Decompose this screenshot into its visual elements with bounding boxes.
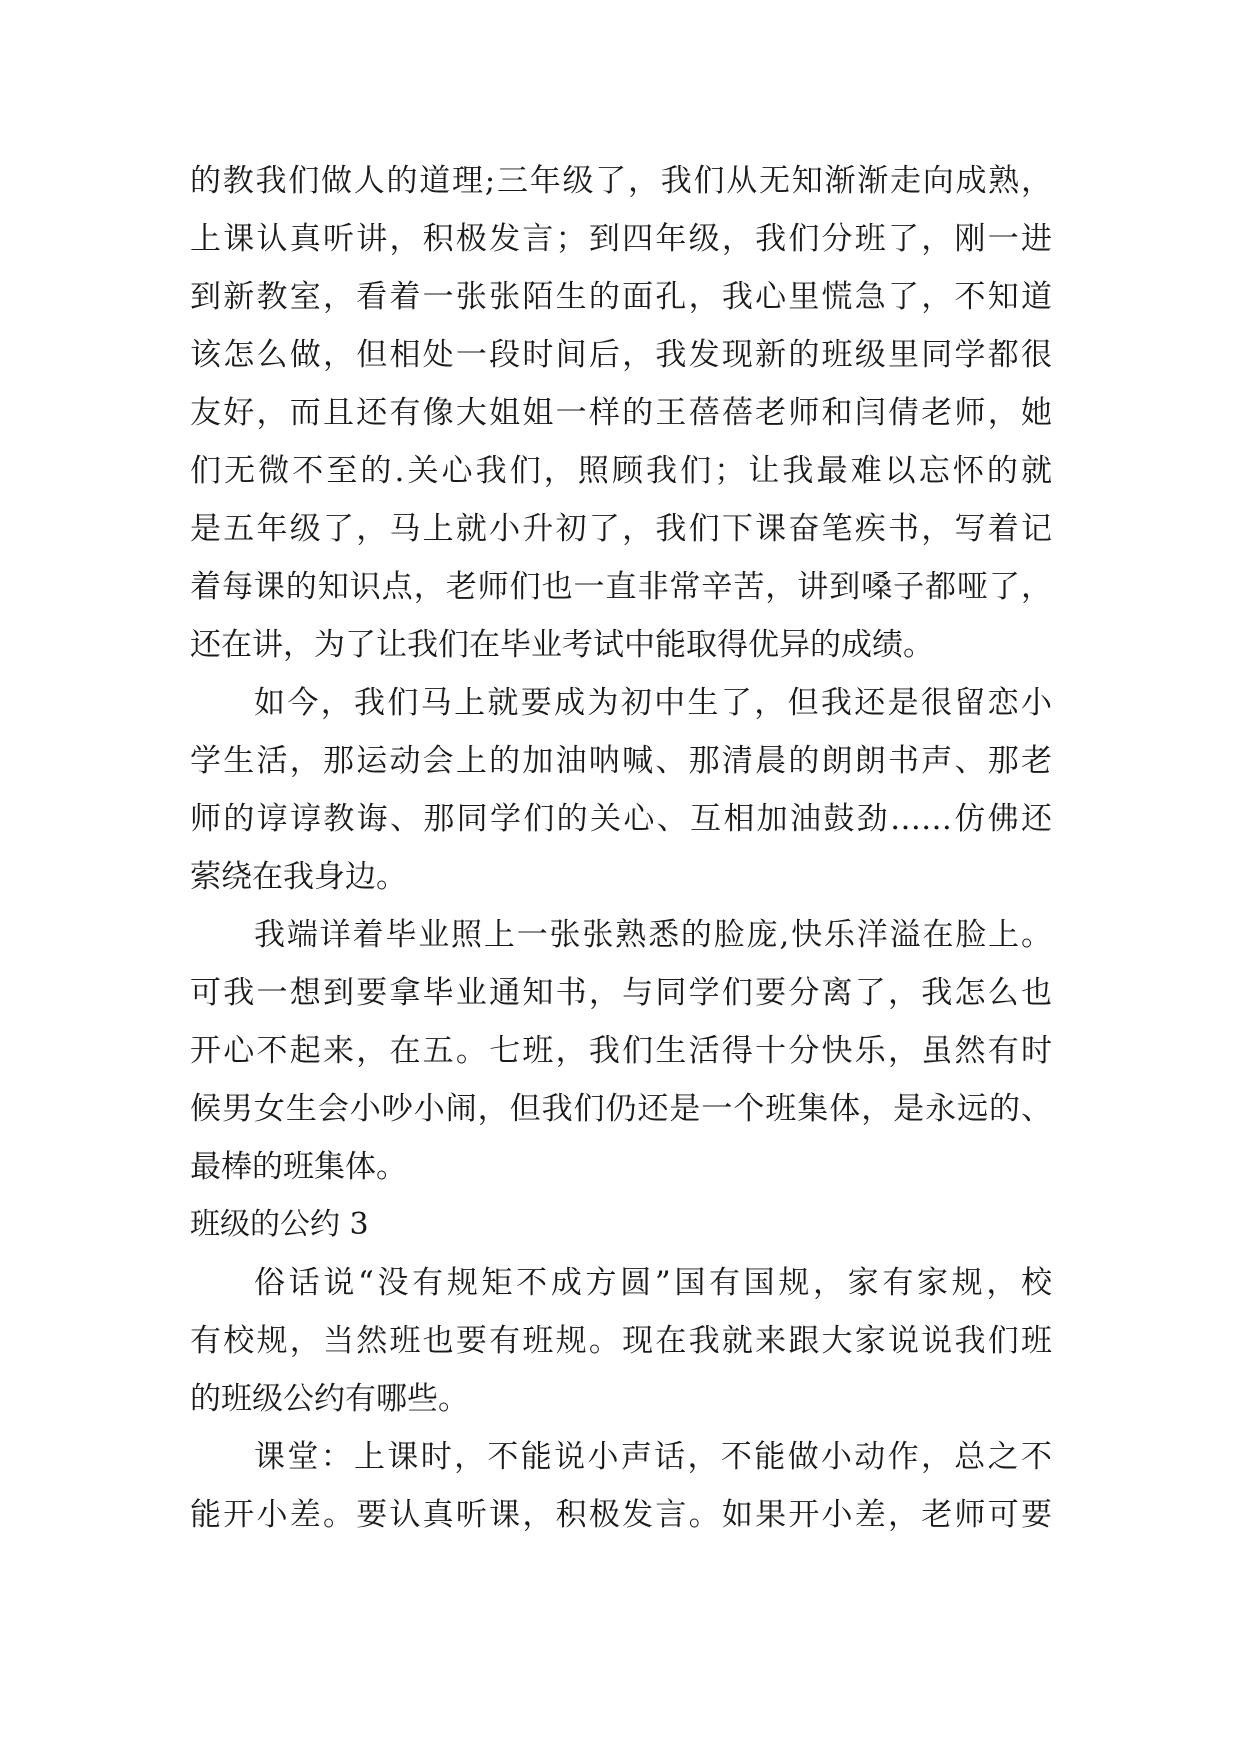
- text-line: 着每课的知识点，老师们也一直非常辛苦，讲到嗓子都哑了，: [190, 569, 1052, 605]
- text-line: 有校规，当然班也要有班规。现在我就来跟大家说说我们班: [190, 1323, 1052, 1359]
- document-page: [190, 152, 1052, 1544]
- text-line: 可我一想到要拿毕业通知书，与同学们要分离了，我怎么也: [190, 975, 1052, 1011]
- text-line: 候男女生会小吵小闹，但我们仍还是一个班集体，是永远的、: [190, 1091, 1052, 1127]
- paragraph: [190, 906, 1052, 1196]
- text-line: 萦绕在我身边。: [190, 859, 407, 895]
- text-line: 能开小差。要认真听课，积极发言。如果开小差，老师可要: [190, 1497, 1052, 1533]
- text-line: 课堂：上课时，不能说小声话，不能做小动作，总之不: [254, 1439, 1052, 1475]
- paragraph: [190, 1254, 1052, 1428]
- text-line: 我端详着毕业照上一张张熟悉的脸庞,快乐洋溢在脸上。: [254, 917, 1052, 953]
- text-line: 开心不起来，在五。七班，我们生活得十分快乐，虽然有时: [190, 1033, 1052, 1069]
- text-line: 如今，我们马上就要成为初中生了，但我还是很留恋小: [254, 685, 1052, 721]
- text-line: 上课认真听讲，积极发言；到四年级，我们分班了，刚一进: [190, 221, 1052, 257]
- text-line: 们无微不至的.关心我们，照顾我们；让我最难以忘怀的就: [190, 453, 1052, 489]
- paragraph: [190, 1428, 1052, 1544]
- text-line: 该怎么做，但相处一段时间后，我发现新的班级里同学都很: [190, 337, 1052, 373]
- paragraph: [190, 152, 1052, 674]
- text-line: 是五年级了，马上就小升初了，我们下课奋笔疾书，写着记: [190, 511, 1052, 547]
- text-line: 的班级公约有哪些。: [190, 1381, 469, 1417]
- text-line: 学生活，那运动会上的加油呐喊、那清晨的朗朗书声、那老: [190, 743, 1052, 779]
- text-line: 还在讲，为了让我们在毕业考试中能取得优异的成绩。: [190, 627, 934, 663]
- text-line: 友好，而且还有像大姐姐一样的王蓓蓓老师和闫倩老师，她: [190, 395, 1052, 431]
- text-line: 到新教室，看着一张张陌生的面孔，我心里慌急了，不知道: [190, 279, 1052, 315]
- text-line: 的教我们做人的道理;三年级了，我们从无知渐渐走向成熟，: [190, 163, 1052, 199]
- text-line: 最棒的班集体。: [190, 1149, 407, 1185]
- text-line: 俗话说“没有规矩不成方圆”国有国规，家有家规，校: [254, 1265, 1052, 1301]
- text-line: 师的谆谆教诲、那同学们的关心、互相加油鼓劲……仿佛还: [190, 801, 1052, 837]
- section-heading: 班级的公约 3: [190, 1207, 369, 1242]
- paragraph: [190, 674, 1052, 906]
